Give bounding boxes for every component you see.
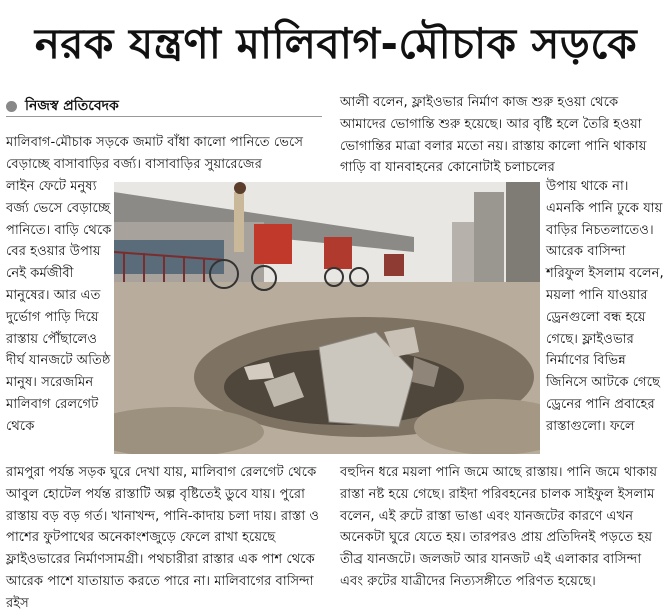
- headline: নরক যন্ত্রণা মালিবাগ-মৌচাক সড়কে: [34, 19, 638, 68]
- byline: [6, 94, 119, 118]
- paragraph-col1-top: মালিবাগ-মৌচাক সড়কে জমাট বাঁধা কালো পানিতে ভেসে বেড়াচ্ছে বাসাবাড়ির বর্জ্য। বাসাবাড়ির সুয়ারেজের: [6, 135, 304, 172]
- byline-divider: [6, 116, 322, 117]
- road-damage-illustration: [114, 182, 540, 454]
- byline-text: নিজস্ব প্রতিবেদক: [25, 98, 119, 114]
- news-photo: [114, 182, 540, 454]
- paragraph-col2-right: উপায় থাকে না। এমনকি পানি ঢুকে যায় বাড়ির নিচতলাতেও। আরেক বাসিন্দা শরিফুল ইসলাম বলেন, ময়লা পানি যাওয়ার ড্রেনগুলো বন্ধ হয়ে গেছে। ফ্লাইওভার নির্মাণের বিভিন্ন জিনিসে আটকে গেছে ড্রেনের পানি প্রবাহের রাস্তাগুলো। ফলে: [546, 179, 664, 434]
- paragraph-col2-top: আলী বলেন, ফ্লাইওভার নির্মাণ কাজ শুরু হওয়া থেকে আমাদের ভোগান্তি শুরু হয়েছে। আর বৃষ্টি হলে তৈরি হওয়া ভোগান্তির মাত্রা বলার মতো নয়। রাস্তায় কালো পানি থাকায় গাড়ি বা যানবাহনের কোনোটাই চলাচলের: [340, 95, 647, 176]
- paragraph-col1-left: লাইন ফেটে মনুষ্য বর্জ্য ভেসে বেড়াচ্ছে পানিতে। বাড়ি থেকে বের হওয়ার উপায় নেই কর্মজীবী মানুষের। আর এত দুর্ভোগ পাড়ি দিয়ে রাস্তায় পৌঁছালেও দীর্ঘ যানজটে অতিষ্ঠ মানুষ। সরেজমিন মালিবাগ রেলগেট থেকে: [6, 179, 112, 434]
- bullet-icon: [6, 101, 17, 112]
- paragraph-col1-bottom: রামপুরা পর্যন্ত সড়ক ঘুরে দেখা যায়, মালিবাগ রেলগেট থেকে আবুল হোটেল পর্যন্ত রাস্তাটি অল্প বৃষ্টিতেই ডুবে যায়। পুরো রাস্তায় বড় বড় গর্ত। খানাখন্দ, পানি-কাদায় চলা দায়। রাস্তা ও পাশের ফুটপাথের অনেকাংশজুড়ে ফেলে রাখা হয়েছে ফ্লাইওভারের নির্মাণসামগ্রী। পথচারীরা রাস্তার এক পাশ থেকে আরেক পাশে যাতায়াত করতে পারে না। মালিবাগের বাসিন্দা রইস: [6, 465, 320, 611]
- paragraph-col2-bottom: বহুদিন ধরে ময়লা পানি জমে আছে রাস্তায়। পানি জমে থাকায় রাস্তা নষ্ট হয়ে গেছে। রাইদা পরিবহনের চালক সাইফুল ইসলাম বলেন, এই রুটে রাস্তা ভাঙা এবং যানজটের কারণে এখন অনেকটা ঘুরে যেতে হয়। তারপরও প্রায় প্রতিদিনই পড়তে হয় তীব্র যানজটে। জলজট আর যানজট এই এলাকার বাসিন্দা এবং রুটের যাত্রীদের নিত্যসঙ্গীতে পরিণত হয়েছে।: [340, 465, 658, 589]
